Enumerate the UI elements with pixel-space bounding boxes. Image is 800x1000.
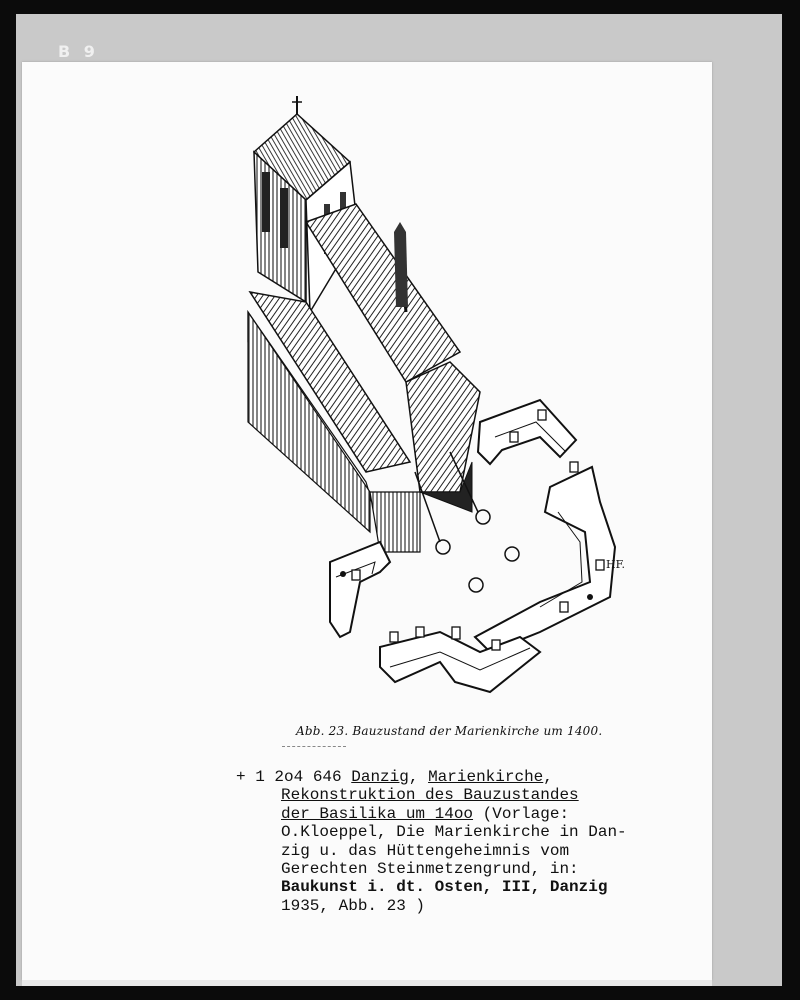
entry-prefix: + 1 xyxy=(236,768,265,786)
catalog-line-1: + 1 2o4 646 Danzig, Marienkirche, xyxy=(236,768,553,786)
catalog-line-8: 1935, Abb. 23 ) xyxy=(281,896,426,915)
title-line-2: der Basilika um 14oo xyxy=(281,804,474,823)
frame-label: B 9 xyxy=(58,42,99,61)
catalog-line-4: O.Kloeppel, Die Marienkirche in Dan- xyxy=(281,823,627,842)
object-name: Marienkirche xyxy=(428,768,544,786)
title-line-1: Rekonstruktion des Bauzustandes xyxy=(281,786,579,805)
catalog-entry xyxy=(236,768,676,915)
catalog-line-6: Gerechten Steinmetzengrund, in: xyxy=(281,860,579,879)
artist-monogram: HF. xyxy=(606,558,626,571)
catalog-line-7: Baukunst i. dt. Osten, III, Danzig xyxy=(281,878,608,897)
caption-rule xyxy=(282,746,346,747)
place-name: Danzig xyxy=(351,768,409,786)
source-open: (Vorlage: xyxy=(482,804,570,823)
catalog-line-3 xyxy=(236,805,676,823)
catalog-line-2 xyxy=(236,786,676,804)
catalog-line-5: zig u. das Hüttengeheimnis vom xyxy=(281,841,570,860)
card-edge xyxy=(22,980,712,986)
inventory-number: 2o4 646 xyxy=(274,768,342,786)
church-illustration xyxy=(240,92,640,712)
figure-caption: Abb. 23. Bauzustand der Marienkirche um 1400. xyxy=(296,724,603,738)
